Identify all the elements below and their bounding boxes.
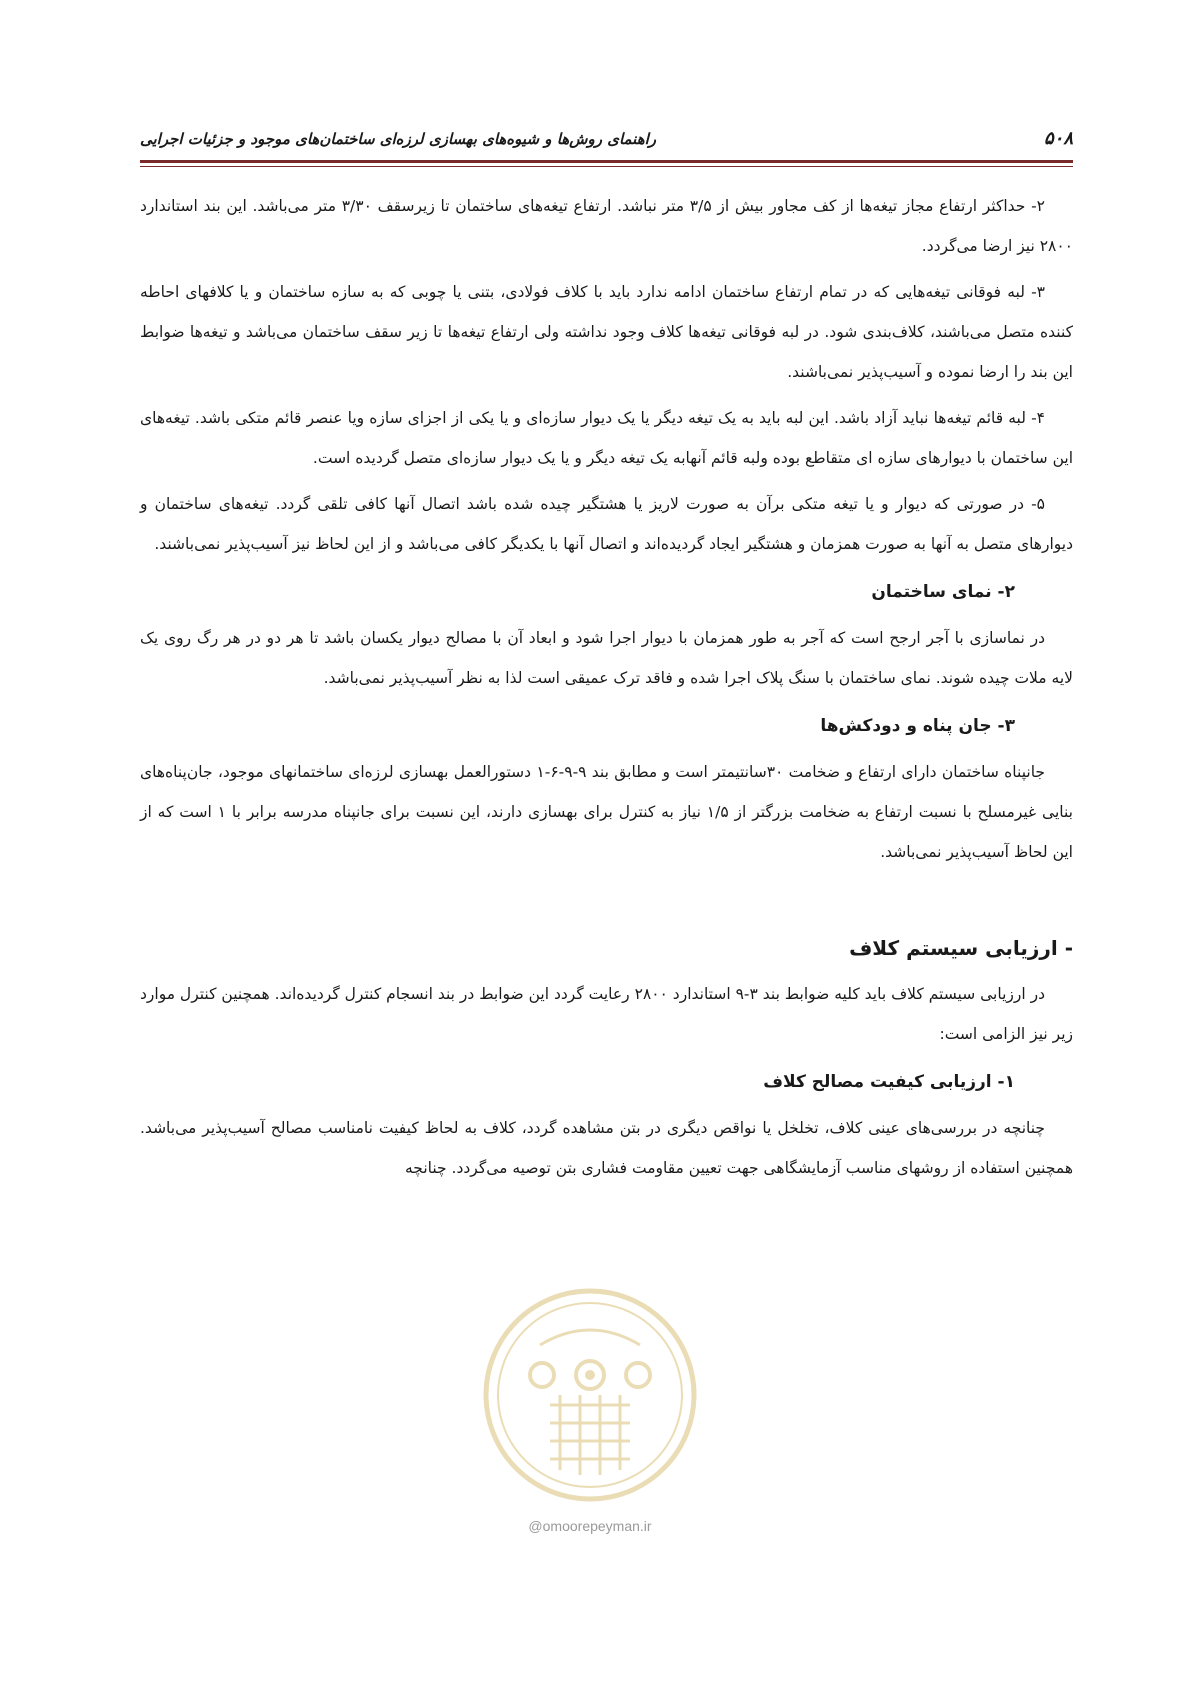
- heading-parapet: ۳- جان پناه و دودکش‌ها: [820, 716, 1015, 736]
- heading-tie-material: ۱- ارزیابی کیفیت مصالح کلاف: [763, 1072, 1015, 1092]
- header-rule-thin: [140, 166, 1073, 167]
- page-body: [140, 186, 1073, 1194]
- paragraph-facade: در نماسازی با آجر ارجح است که آجر به طور همزمان با دیوار اجرا شود و ابعاد آن با مصالح دیوار یکسان باشد تا هر دو در هر رگ روی یک لایه ملات چیده شوند. نمای ساختمان با سنگ پلاک اجرا شده و فاقد ترک عمیقی است لذا به نظر آسیب‌پذیر نمی‌باشد.: [140, 629, 1073, 687]
- heading-facade: ۲- نمای ساختمان: [871, 582, 1015, 602]
- paragraph-tie-system: در ارزیابی سیستم کلاف باید کلیه ضوابط بند ۳-۹ استاندارد ۲۸۰۰ رعایت گردد این ضوابط در بند انسجام کنترل گردیده‌اند. همچنین کنترل موارد زیر نیز الزامی است:: [140, 985, 1073, 1043]
- paragraph-parapet: جانپناه ساختمان دارای ارتفاع و ضخامت ۳۰سانتیمتر است و مطابق بند ۹-۹-۶-۱ دستورالعمل بهسازی لرزه‌ای ساختمانهای موجود، جان‌پناه‌های بنایی غیرمسلح با نسبت ارتفاع به ضخامت بزرگتر از ۱/۵ نیاز به کنترل برای بهسازی دارند، این نسبت برای جانپناه مدرسه برابر با ۱ است که از این لحاظ آسیب‌پذیر نمی‌باشد.: [140, 763, 1073, 861]
- header-rule-thick: [140, 160, 1073, 163]
- watermark-logo-icon: [480, 1285, 700, 1505]
- heading-tie-system: - ارزیابی سیستم کلاف: [849, 936, 1073, 960]
- watermark-url: @omoorepeyman.ir: [528, 1518, 652, 1534]
- paragraph-item-2: ۲- حداکثر ارتفاع مجاز تیغه‌ها از کف مجاور بیش از ۳/۵ متر نباشد. ارتفاع تیغه‌های ساختمان تا زیرسقف ۳/۳۰ متر می‌باشد. این بند استاندارد ۲۸۰۰ نیز ارضا می‌گردد.: [140, 197, 1073, 255]
- paragraph-tie-material: چنانچه در بررسی‌های عینی کلاف، تخلخل یا نواقص دیگری در بتن مشاهده گردد، کلاف به لحاظ کیفیت نامناسب مصالح آسیب‌پذیر می‌باشد. همچنین استفاده از روشهای مناسب آزمایشگاهی جهت تعیین مقاومت فشاری بتن توصیه می‌گردد. چنانچه: [140, 1119, 1073, 1177]
- page-number: ۵۰۸: [1043, 128, 1073, 149]
- paragraph-item-5: ۵- در صورتی که دیوار و یا تیغه متکی برآن به صورت لاریز یا هشتگیر چیده شده باشد اتصال آنها کافی تلقی گردد. تیغه‌های ساختمان و دیوارهای متصل به آنها به صورت همزمان و هشتگیر ایجاد گردیده‌اند و اتصال آنها با یکدیگر کافی می‌باشد و از این لحاظ نیز آسیب‌پذیر نمی‌باشند.: [140, 495, 1073, 553]
- paragraph-item-3: ۳- لبه فوقانی تیغه‌هایی که در تمام ارتفاع ساختمان ادامه ندارد باید با کلاف فولادی، بتنی یا چوبی که به سازه ساختمان و یا کلافهای احاطه کننده متصل می‌باشند، کلاف‌بندی شود. در لبه فوقانی تیغه‌ها کلاف وجود نداشته ولی ارتفاع تیغه‌ها تا زیر سقف ساختمان می‌باشد و تیغه‌ها ضوابط این بند را ارضا نموده و آسیب‌پذیر نمی‌باشند.: [140, 283, 1073, 381]
- paragraph-item-4: ۴- لبه قائم تیغه‌ها نباید آزاد باشد. این لبه باید به یک تیغه دیگر یا یک دیوار سازه‌ای و یا یکی از اجزای سازه ویا عنصر قائم متکی باشد. تیغه‌های این ساختمان با دیوارهای سازه ای متقاطع بوده ولبه قائم آنهابه یک تیغه دیگر و یا یک دیوار سازه‌ای متصل گردیده است.: [140, 409, 1073, 467]
- page-header: [140, 128, 1073, 149]
- book-title: راهنمای روش‌ها و شیوه‌های بهسازی لرزه‌ای ساختمان‌های موجود و جزئیات اجرایی: [140, 129, 657, 148]
